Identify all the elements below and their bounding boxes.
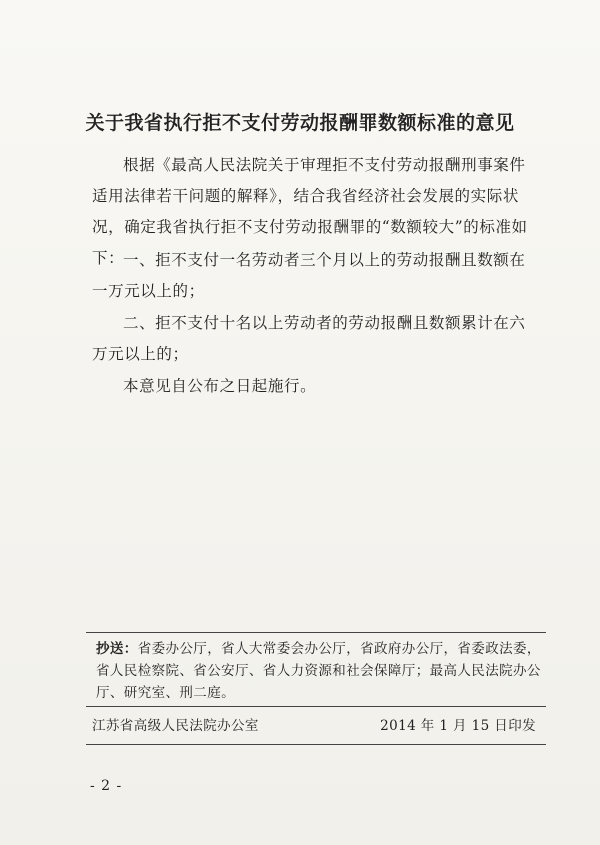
cc-recipients: 省委办公厅，省人大常委会办公厅，省政府办公厅，省委政法委，省人民检察院、省公安厅、省人力资源和社会保障厅；最高人民法院办公厅、研究室、刑二庭。	[96, 641, 541, 701]
footer-bottom-rule	[86, 744, 546, 745]
cc-block	[96, 638, 544, 704]
footer-top-rule	[86, 632, 546, 633]
cc-label: 抄送：	[96, 641, 138, 657]
footer-middle-rule	[86, 706, 546, 707]
issuing-office: 江苏省高级人民法院办公室	[92, 718, 259, 734]
intro-paragraph: 根据《最高人民法院关于审理拒不支付劳动报酬刑事案件适用法律若干问题的解释》，结合我省经济社会发展的实际状况，确定我省执行拒不支付劳动报酬罪的“数额较大”的标准如下：	[92, 156, 528, 267]
item-two-paragraph: 二、拒不支付十名以上劳动者的劳动报酬且数额累计在六万元以上的；	[92, 314, 526, 363]
document-title: 关于我省执行拒不支付劳动报酬罪数额标准的意见	[85, 112, 515, 134]
page-number: - 2 -	[90, 778, 123, 794]
issue-date: 2014 年 1 月 15 日印发	[380, 718, 536, 734]
item-one-paragraph: 一、拒不支付一名劳动者三个月以上的劳动报酬且数额在一万元以上的；	[92, 251, 526, 300]
effective-paragraph: 本意见自公布之日起施行。	[123, 377, 317, 395]
